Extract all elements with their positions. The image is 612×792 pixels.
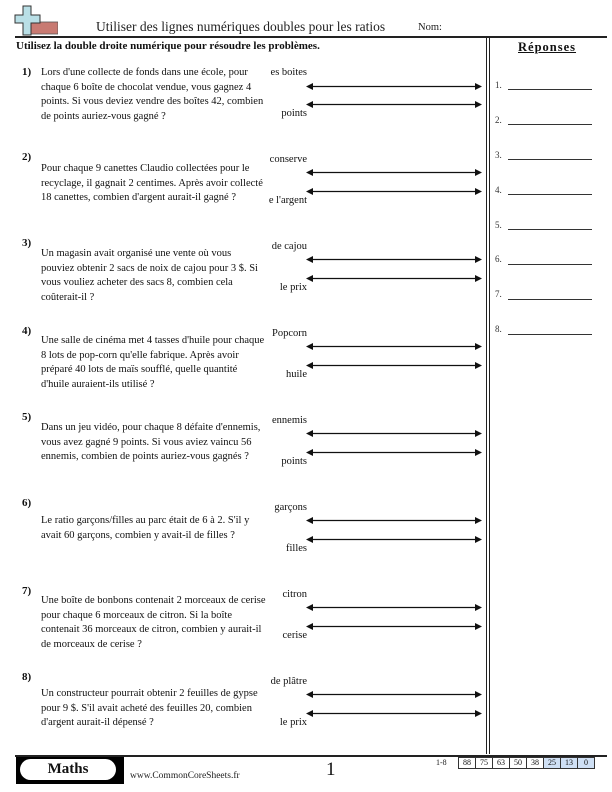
double-arrow-line — [306, 709, 482, 718]
number-line-top-label: citron — [282, 589, 307, 600]
problem-number: 3) — [22, 237, 32, 249]
answer-number: 8. — [495, 324, 502, 334]
answer-field-5[interactable] — [508, 229, 592, 230]
double-arrow-line — [306, 429, 482, 438]
answer-number: 4. — [495, 185, 502, 195]
score-cell: 88 — [459, 757, 476, 769]
answer-field-2[interactable] — [508, 124, 592, 125]
answer-field-8[interactable] — [508, 334, 592, 335]
number-line-top-label: de cajou — [271, 241, 307, 252]
header-divider — [15, 36, 607, 38]
double-arrow-line — [306, 448, 482, 457]
number-line-bottom-label: e l'argent — [268, 195, 307, 206]
subject-badge: Maths — [20, 759, 116, 780]
score-table — [458, 757, 595, 769]
double-arrow-line — [306, 690, 482, 699]
number-line-bottom-label: filles — [286, 543, 307, 554]
double-arrow-line — [306, 516, 482, 525]
score-cell: 25 — [544, 757, 561, 769]
number-line-bottom-label: cerise — [282, 630, 307, 641]
problem-text: Pour chaque 9 canettes Claudio collectées pour le recyclage, il gagnait 2 centimes. Après avoir collecté 18 canettes, combien d'argent aurait-il gagné ? — [41, 163, 263, 203]
answer-number: 5. — [495, 220, 502, 230]
problem-number: 8) — [22, 671, 32, 683]
number-line-top-label: Popcorn — [272, 328, 307, 339]
number-line-bottom-label: points — [281, 108, 307, 119]
answer-number: 3. — [495, 150, 502, 160]
name-label: Nom: — [418, 22, 442, 33]
column-divider — [486, 37, 487, 754]
problem-text: Un magasin avait organisé une vente où vous pouviez obtenir 2 sacs de noix de cajou pour 3 $. Si vous vouliez acheter des sacs 8, combien cela coûterait-il ? — [41, 248, 258, 303]
number-line-top-label: garçons — [274, 502, 307, 513]
problem-text: Lors d'une collecte de fonds dans une école, pour chaque 6 boîte de chocolat vendue, vous gagnez 4 points. Si vous deviez vendre des boîtes 42, combien de points auriez-vous gagné ? — [41, 67, 264, 122]
double-arrow-line — [306, 603, 482, 612]
double-arrow-line — [306, 342, 482, 351]
score-cell: 75 — [476, 757, 493, 769]
score-cell: 50 — [510, 757, 527, 769]
answer-field-6[interactable] — [508, 264, 592, 265]
double-arrow-line — [306, 187, 482, 196]
problem-number: 6) — [22, 497, 32, 509]
answer-number: 1. — [495, 80, 502, 90]
double-arrow-line — [306, 82, 482, 91]
worksheet-title: Utiliser des lignes numériques doubles pour les ratios — [96, 19, 386, 34]
score-cell: 63 — [493, 757, 510, 769]
number-line-bottom-label: huile — [286, 369, 307, 380]
double-arrow-line — [306, 361, 482, 370]
problem-number: 5) — [22, 411, 32, 423]
answer-field-1[interactable] — [508, 89, 592, 90]
double-arrow-line — [306, 168, 482, 177]
problem-number: 2) — [22, 151, 32, 163]
plus-minus-logo-icon — [14, 4, 58, 38]
double-arrow-line — [306, 274, 482, 283]
problem-number: 4) — [22, 325, 32, 337]
double-arrow-line — [306, 622, 482, 631]
answers-title: Réponses — [518, 40, 577, 54]
problem-number: 1) — [22, 66, 32, 78]
score-cell: 38 — [527, 757, 544, 769]
double-arrow-line — [306, 535, 482, 544]
number-line-top-label: ennemis — [272, 415, 307, 426]
website-link[interactable]: www.CommonCoreSheets.fr — [130, 771, 240, 781]
answer-number: 2. — [495, 115, 502, 125]
double-arrow-line — [306, 100, 482, 109]
problem-text: Une salle de cinéma met 4 tasses d'huile pour chaque 8 lots de pop-corn qu'elle fabrique. Après avoir préparé 40 lots de maïs soufflé, quelle quantité d'huile auraient-ils utilisé ? — [41, 335, 265, 390]
answer-field-4[interactable] — [508, 194, 592, 195]
double-arrow-line — [306, 255, 482, 264]
number-line-top-label: es boites — [270, 67, 307, 78]
number-line-top-label: conserve — [269, 154, 307, 165]
page-number: 1 — [326, 759, 336, 780]
score-range-label: 1-8 — [436, 758, 447, 767]
number-line-bottom-label: le prix — [279, 282, 307, 293]
answer-number: 6. — [495, 254, 502, 264]
answer-number: 7. — [495, 289, 502, 299]
column-divider — [489, 37, 490, 754]
score-cell: 13 — [561, 757, 578, 769]
number-line-top-label: de plâtre — [270, 676, 307, 687]
number-line-bottom-label: le prix — [279, 717, 307, 728]
problem-text: Dans un jeu vidéo, pour chaque 8 défaite d'ennemis, vous avez gagné 9 points. Si vous aviez vaincu 56 ennemis, combien de points auriez-vous gagnés ? — [41, 422, 261, 462]
problem-text: Une boîte de bonbons contenait 2 morceaux de cerise pour chaque 6 morceaux de citron. Si la boîte contenait 36 morceaux de citron, combien y aurait-il de morceaux de cerise ? — [41, 595, 266, 650]
problem-text: Le ratio garçons/filles au parc était de 6 à 2. S'il y avait 60 garçons, combien y avait-il de filles ? — [41, 515, 250, 541]
answer-field-3[interactable] — [508, 159, 592, 160]
problem-text: Un constructeur pourrait obtenir 2 feuilles de gypse pour 9 $. S'il avait acheté des feuilles 20, combien d'argent aurait-il dépensé ? — [41, 688, 258, 728]
score-cell: 0 — [578, 757, 595, 769]
answer-field-7[interactable] — [508, 299, 592, 300]
number-line-bottom-label: points — [281, 456, 307, 467]
instructions: Utilisez la double droite numérique pour résoudre les problèmes. — [16, 40, 320, 52]
problem-number: 7) — [22, 585, 32, 597]
